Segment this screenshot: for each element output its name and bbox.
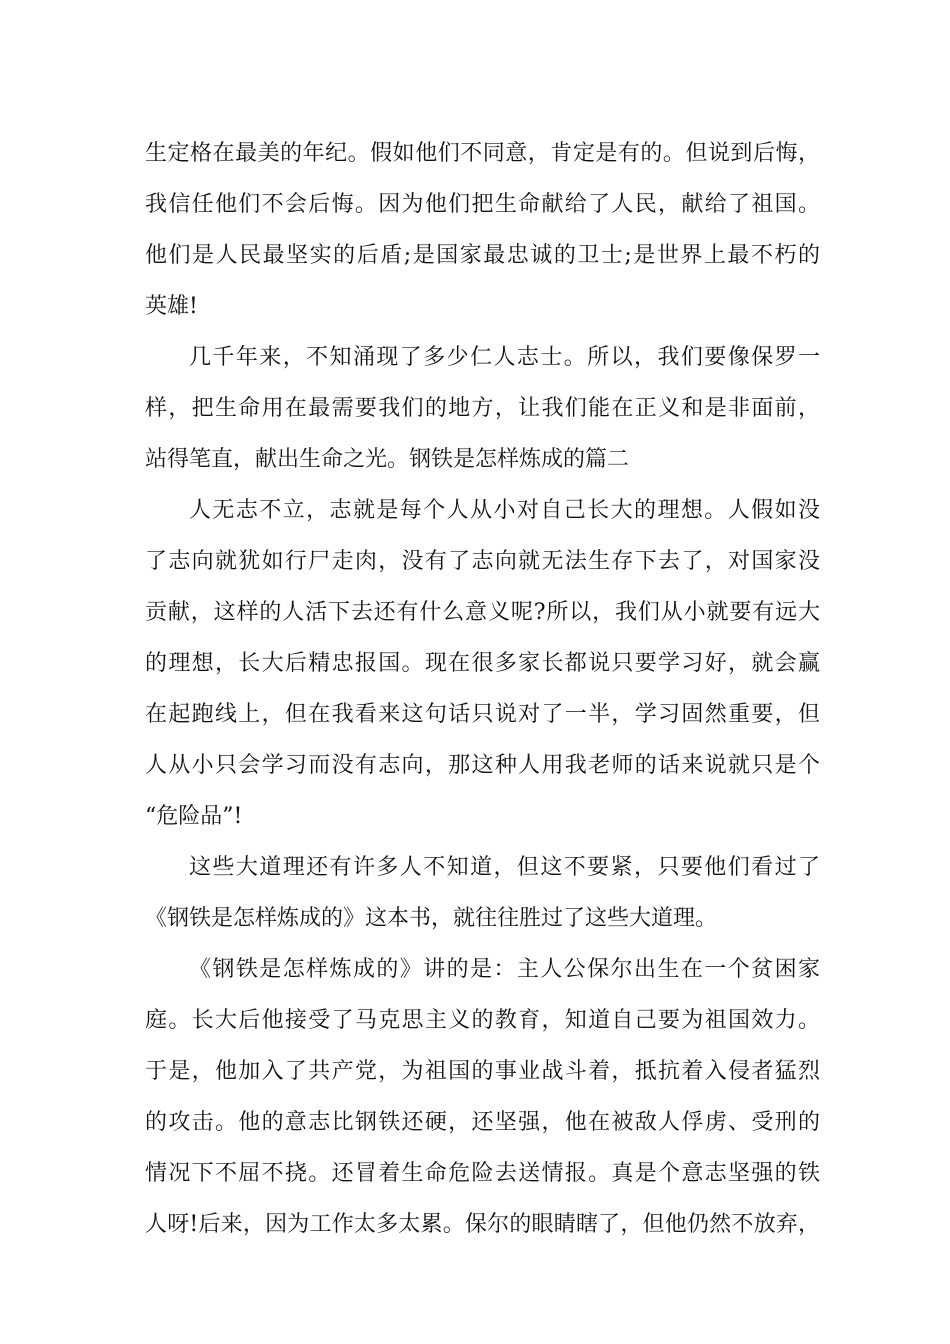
text-line: 庭。长大后他接受了马克思主义的教育，知道自己要为祖国效力。: [145, 1008, 820, 1033]
text-line: 生定格在最美的年纪。假如他们不同意，肯定是有的。但说到后悔，: [145, 141, 820, 166]
text-line: 《钢铁是怎样炼成的》讲的是：主人公保尔出生在一个贫困家: [189, 957, 820, 982]
text-line: 人无志不立，志就是每个人从小对自己长大的理想。人假如没: [189, 498, 820, 523]
text-line: 人呀!后来，因为工作太多太累。保尔的眼睛瞎了，但他仍然不放弃，: [145, 1212, 820, 1237]
text-line: 情况下不屈不挠。还冒着生命危险去送情报。真是个意志坚强的铁: [145, 1161, 820, 1186]
text-line: 贡献，这样的人活下去还有什么意义呢?所以，我们从小就要有远大: [145, 600, 820, 625]
text-line: 于是，他加入了共产党，为祖国的事业战斗着，抵抗着入侵者猛烈: [145, 1059, 820, 1084]
text-line: 的理想，长大后精忠报国。现在很多家长都说只要学习好，就会赢: [145, 651, 820, 676]
text-line: 这些大道理还有许多人不知道，但这不要紧，只要他们看过了: [189, 855, 820, 880]
text-line: 几千年来，不知涌现了多少仁人志士。所以，我们要像保罗一: [189, 345, 820, 370]
text-line: “危险品”!: [145, 804, 243, 829]
text-line: 的攻击。他的意志比钢铁还硬，还坚强，他在被敌人俘虏、受刑的: [145, 1110, 820, 1135]
text-line: 《钢铁是怎样炼成的》这本书，就往往胜过了这些大道理。: [145, 906, 718, 931]
text-line: 样，把生命用在最需要我们的地方，让我们能在正义和是非面前，: [145, 396, 820, 421]
text-line: 人从小只会学习而没有志向，那这种人用我老师的话来说就只是个: [145, 753, 820, 778]
text-line: 我信任他们不会后悔。因为他们把生命献给了人民，献给了祖国。: [145, 192, 820, 217]
document-body: [145, 128, 820, 1250]
text-line: 在起跑线上，但在我看来这句话只说对了一半，学习固然重要，但: [145, 702, 820, 727]
text-line: 了志向就犹如行尸走肉，没有了志向就无法生存下去了，对国家没: [145, 549, 820, 574]
text-line: 英雄!: [145, 294, 198, 319]
text-line: 他们是人民最坚实的后盾;是国家最忠诚的卫士;是世界上最不朽的: [145, 243, 820, 268]
text-line: 站得笔直，献出生命之光。钢铁是怎样炼成的篇二: [145, 447, 630, 472]
